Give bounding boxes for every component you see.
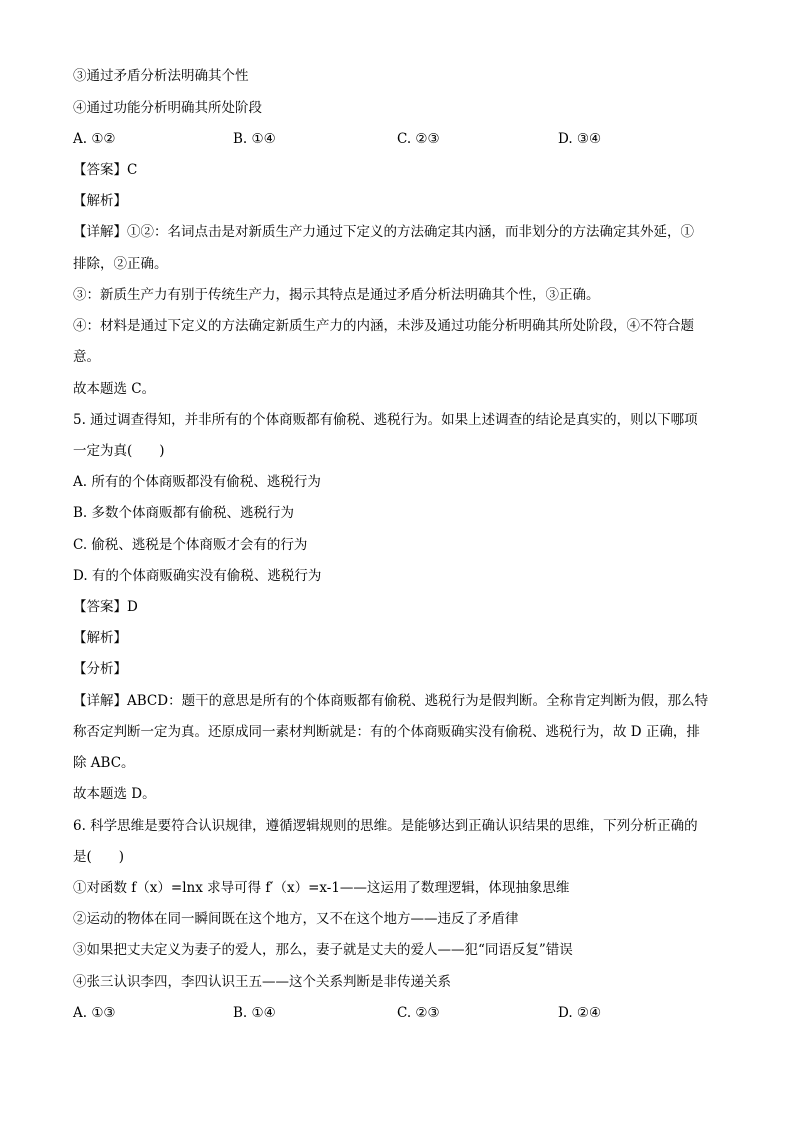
- q4-detail-line: 排除，②正确。: [73, 256, 168, 272]
- q6-options: [73, 1003, 733, 1023]
- q4-options: [73, 129, 733, 149]
- q4-item-4: ④通过功能分析明确其所处阶段: [73, 100, 262, 116]
- q5-stem: 一定为真( ): [73, 443, 165, 459]
- q4-detail-line: 【详解】①②：名词点击是对新质生产力通过下定义的方法确定其内涵，而非划分的方法确定其外延，①: [73, 224, 694, 240]
- q4-option-a: A. ①②: [73, 131, 116, 147]
- q4-option-c: C. ②③: [397, 131, 440, 147]
- q5-detail-line: 称否定判断一定为真。还原成同一素材判断就是：有的个体商贩确实没有偷税、逃税行为，故 D 正确，排: [73, 724, 700, 740]
- q5-option-a: A. 所有的个体商贩都没有偷税、逃税行为: [73, 474, 321, 490]
- q4-analysis-heading: 【解析】: [73, 193, 127, 209]
- q5-stem: 5. 通过调查得知，并非所有的个体商贩都有偷税、逃税行为。如果上述调查的结论是真实的，则以下哪项: [73, 412, 698, 428]
- q6-option-b: B. ①④: [233, 1005, 276, 1021]
- q5-option-c: C. 偷税、逃税是个体商贩才会有的行为: [73, 537, 308, 553]
- q4-detail-line: ④：材料是通过下定义的方法确定新质生产力的内涵，未涉及通过功能分析明确其所处阶段，④不符合题: [73, 318, 694, 334]
- q4-detail-line: 意。: [73, 349, 100, 365]
- q6-item-3: ③如果把丈夫定义为妻子的爱人，那么，妻子就是丈夫的爱人——犯“同语反复”错误: [73, 942, 573, 958]
- q6-item-4: ④张三认识李四，李四认识王五——这个关系判断是非传递关系: [73, 974, 451, 990]
- q5-option-b: B. 多数个体商贩都有偷税、逃税行为: [73, 505, 295, 521]
- q6-item-2: ②运动的物体在同一瞬间既在这个地方，又不在这个地方——违反了矛盾律: [73, 911, 519, 927]
- q5-fenxi-heading: 【分析】: [73, 661, 127, 677]
- q5-option-d: D. 有的个体商贩确实没有偷税、逃税行为: [73, 568, 322, 584]
- q6-option-d: D. ②④: [558, 1005, 602, 1021]
- q6-stem: 是( ): [73, 849, 125, 865]
- q4-answer: 【答案】C: [73, 162, 138, 178]
- q5-detail-line: 除 ABC。: [73, 755, 135, 771]
- q6-option-a: A. ①③: [73, 1005, 116, 1021]
- q6-item-1: ①对函数 f（x）=lnx 求导可得 f′（x）=x-1——这运用了数理逻辑，体现抽象思维: [73, 880, 570, 896]
- q4-detail-line: ③：新质生产力有别于传统生产力，揭示其特点是通过矛盾分析法明确其个性，③正确。: [73, 287, 600, 303]
- q5-conclusion: 故本题选 D。: [73, 786, 156, 802]
- q4-conclusion: 故本题选 C。: [73, 381, 156, 397]
- q4-option-d: D. ③④: [558, 131, 602, 147]
- q4-option-b: B. ①④: [233, 131, 276, 147]
- q5-analysis-heading: 【解析】: [73, 630, 127, 646]
- q4-item-3: ③通过矛盾分析法明确其个性: [73, 68, 249, 84]
- q6-stem: 6. 科学思维是要符合认识规律，遵循逻辑规则的思维。是能够达到正确认识结果的思维，下列分析正确的: [73, 818, 698, 834]
- q5-answer: 【答案】D: [73, 599, 138, 615]
- q5-detail-line: 【详解】ABCD：题干的意思是所有的个体商贩都有偷税、逃税行为是假判断。全称肯定判断为假，那么特: [73, 693, 709, 709]
- q6-option-c: C. ②③: [397, 1005, 440, 1021]
